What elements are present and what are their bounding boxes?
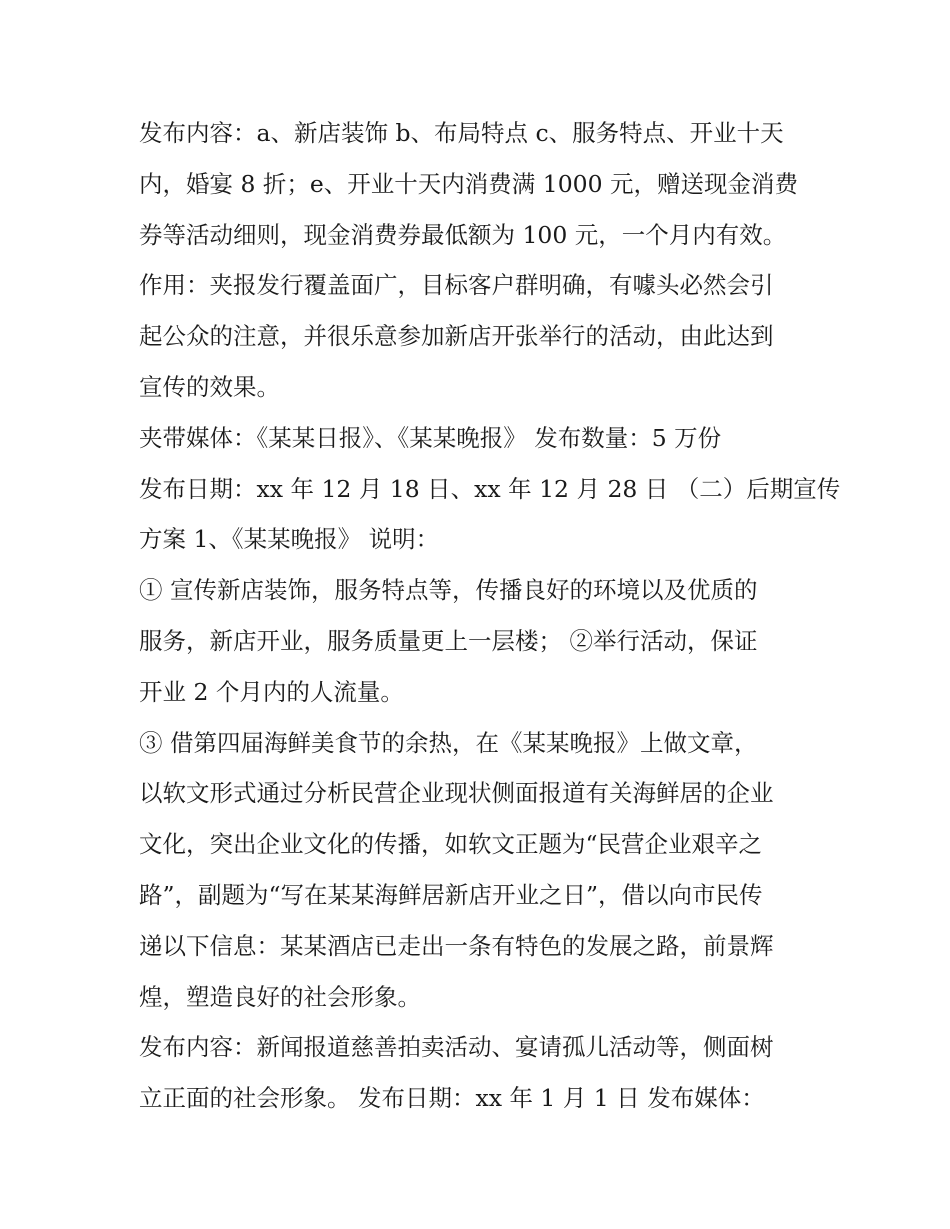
text-line: 方案 1、《某某晚报》 说明：	[139, 525, 440, 554]
text-line: 路”，副题为“写在某某海鲜居新店开业之日”，借以向市民传	[139, 880, 763, 909]
document-body	[139, 108, 841, 1124]
text-line: 券等活动细则，现金消费券最低额为 100 元，一个月内有效。	[139, 220, 787, 249]
text-line: 立正面的社会形象。 发布日期：xx 年 1 月 1 日 发布媒体：	[139, 1084, 765, 1113]
text-line: 起公众的注意，并很乐意参加新店开张举行的活动，由此达到	[139, 322, 774, 351]
text-line: 宣传的效果。	[139, 372, 280, 401]
text-line: 内，婚宴 8 折；e、开业十天内消费满 1000 元，赠送现金消费	[139, 169, 799, 198]
text-line: 以软文形式通过分析民营企业现状侧面报道有关海鲜居的企业	[139, 779, 774, 808]
text-line: 发布内容：新闻报道慈善拍卖活动、宴请孤儿活动等，侧面树	[139, 1033, 774, 1062]
text-line: 服务，新店开业，服务质量更上一层楼； ②举行活动，保证	[139, 626, 758, 655]
text-line: 夹带媒体：《某某日报》、《某某晚报》 发布数量：5 万份	[139, 423, 722, 452]
text-line: ① 宣传新店装饰，服务特点等，传播良好的环境以及优质的	[139, 576, 758, 605]
text-line: 递以下信息：某某酒店已走出一条有特色的发展之路，前景辉	[139, 931, 774, 960]
text-line: 煌，塑造良好的社会形象。	[139, 982, 421, 1011]
text-line: 文化，突出企业文化的传播，如软文正题为“民营企业艰辛之	[139, 830, 763, 859]
text-line: ③ 借第四届海鲜美食节的余热，在《某某晚报》上做文章，	[139, 728, 758, 757]
text-line: 开业 2 个月内的人流量。	[139, 677, 404, 706]
text-line: 发布内容：a、新店装饰 b、布局特点 c、服务特点、开业十天	[139, 119, 784, 147]
text-line: 作用：夹报发行覆盖面广，目标客户群明确，有噱头必然会引	[139, 271, 774, 300]
text-line: 发布日期：xx 年 12 月 18 日、xx 年 12 月 28 日 （二）后期宣传	[139, 474, 841, 503]
